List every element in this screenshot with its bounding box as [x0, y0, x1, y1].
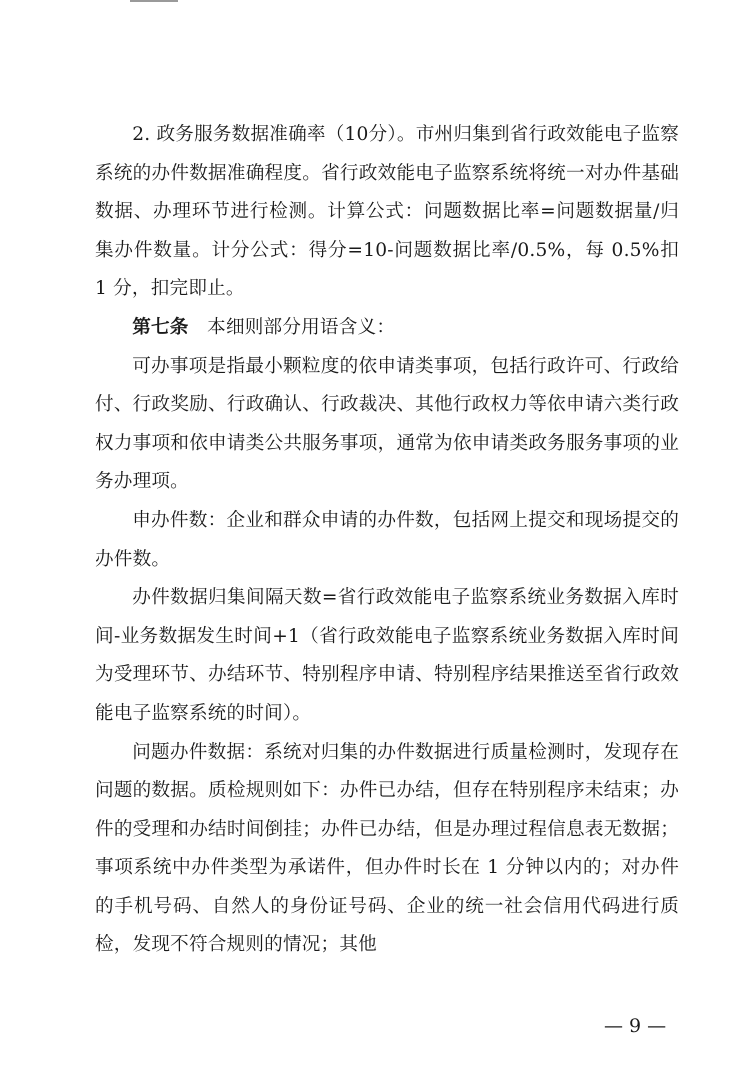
paragraph-collection-interval: 办件数据归集间隔天数=省行政效能电子监察系统业务数据入库时间-业务数据发生时间+1（省行政效能电子监察系统业务数据入库时间为受理环节、办结环节、特别程序申请、特别程序结果推送至省行政效能电子监察系统的时间）。: [95, 587, 679, 724]
article-heading: 第七条: [132, 316, 189, 338]
document-page: [95, 116, 679, 965]
paragraph-article-seven: [95, 309, 679, 348]
paragraph-available-items: 可办事项是指最小颗粒度的依申请类事项，包括行政许可、行政给付、行政奖励、行政确认、行政裁决、其他行政权力等依申请六类行政权力事项和依申请类公共服务事项，通常为依申请类政务服务事项的业务办理项。: [95, 355, 679, 493]
page-number: — 9 —: [604, 1015, 667, 1037]
scan-edge-mark: [130, 0, 178, 2]
paragraph-problem-data: 问题办件数据：系统对归集的办件数据进行质量检测时，发现存在问题的数据。质检规则如下：办件已办结，但存在特别程序未结束；办件的受理和办结时间倒挂；办件已办结，但是办理过程信息表无数据；事项系统中办件类型为承诺件，但办件时长在 1 分钟以内的；对办件的手机号码、自然人的身份证号码、企业的统一社会信用代码进行质检，发现不符合规则的情况；其他: [95, 741, 679, 956]
paragraph-accuracy-rate: 2. 政务服务数据准确率（10分）。市州归集到省行政效能电子监察系统的办件数据准确程度。省行政效能电子监察系统将统一对办件基础数据、办理环节进行检测。计算公式：问题数据比率=问题数据量/归集办件数量。计分公式：得分=10-问题数据比率/0.5%，每 0.5%扣 1 分，扣完即止。: [95, 124, 679, 300]
paragraph-application-count: 申办件数：企业和群众申请的办件数，包括网上提交和现场提交的办件数。: [95, 509, 679, 570]
article-heading-text: 本细则部分用语含义：: [207, 316, 396, 338]
